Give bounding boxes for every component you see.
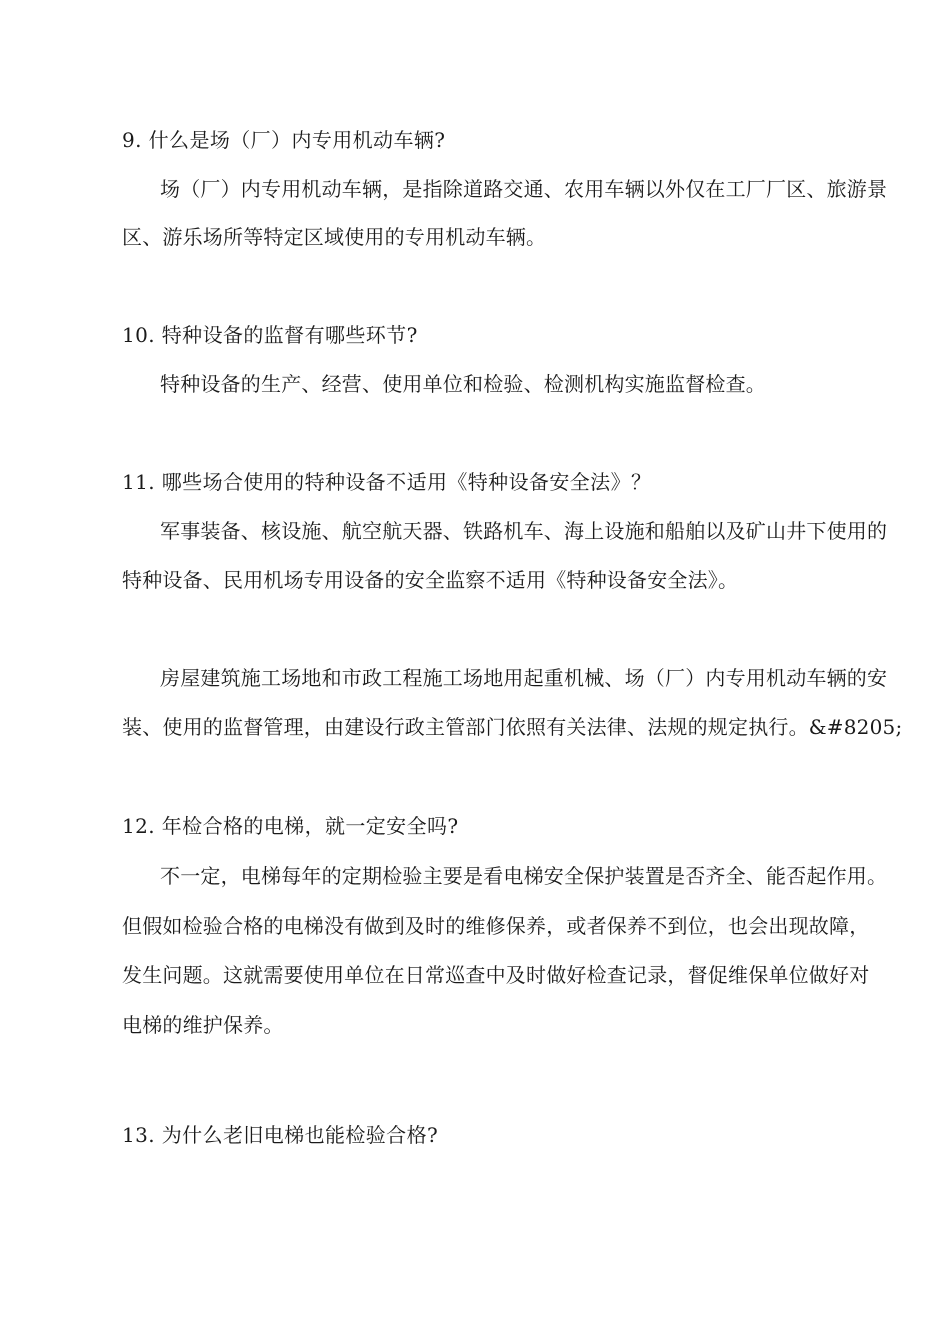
- answer-9-line-2: 区、游乐场所等特定区域使用的专用机动车辆。: [122, 225, 547, 249]
- question-12-heading: 12. 年检合格的电梯，就一定安全吗?: [122, 814, 459, 838]
- answer-11-line-1: 军事装备、核设施、航空航天器、铁路机车、海上设施和船舶以及矿山井下使用的: [160, 519, 888, 543]
- answer-12-line-1: 不一定，电梯每年的定期检验主要是看电梯安全保护装置是否齐全、能否起作用。: [160, 864, 888, 888]
- answer-12-line-4: 电梯的维护保养。: [122, 1013, 284, 1037]
- paragraph-construction-line-2: 装、使用的监督管理，由建设行政主管部门依照有关法律、法规的规定执行。&#8205;: [122, 715, 903, 739]
- question-9-heading: 9. 什么是场（厂）内专用机动车辆?: [122, 128, 446, 152]
- paragraph-construction-line-1: 房屋建筑施工场地和市政工程施工场地用起重机械、场（厂）内专用机动车辆的安: [160, 666, 888, 690]
- answer-12-line-3: 发生问题。这就需要使用单位在日常巡查中及时做好检查记录，督促维保单位做好对: [122, 963, 870, 987]
- answer-12-line-2: 但假如检验合格的电梯没有做到及时的维修保养，或者保养不到位，也会出现故障，: [122, 914, 870, 938]
- question-11-heading: 11. 哪些场合使用的特种设备不适用《特种设备安全法》？: [122, 470, 652, 494]
- answer-10-line-1: 特种设备的生产、经营、使用单位和检验、检测机构实施监督检查。: [160, 372, 766, 396]
- question-13-heading: 13. 为什么老旧电梯也能检验合格?: [122, 1123, 439, 1147]
- question-10-heading: 10. 特种设备的监督有哪些环节?: [122, 323, 418, 347]
- answer-11-line-2: 特种设备、民用机场专用设备的安全监察不适用《特种设备安全法》。: [122, 568, 739, 592]
- answer-9-line-1: 场（厂）内专用机动车辆，是指除道路交通、农用车辆以外仅在工厂厂区、旅游景: [160, 177, 888, 201]
